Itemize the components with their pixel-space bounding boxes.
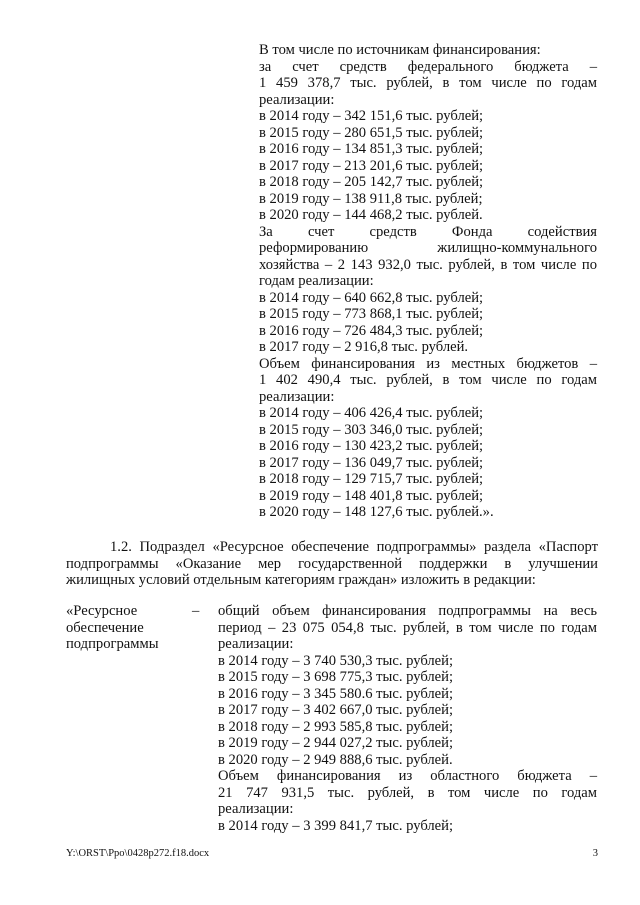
- top-line: годам реализации:: [259, 273, 374, 289]
- top-line: в 2017 году – 213 201,6 тыс. рублей;: [259, 157, 484, 174]
- top-line: в 2014 году – 342 151,6 тыс. рублей;: [259, 108, 484, 124]
- top-line: в 2014 году – 406 426,4 тыс. рублей;: [259, 405, 484, 421]
- footer-file-path: Y:\ORST\Ppo\0428p272.f18.docx: [66, 848, 210, 859]
- section-line: 1.2. Подраздел «Ресурсное обеспечение подпрограммы» раздела «Паспорт: [110, 539, 598, 555]
- section-1-2-paragraph: [66, 539, 598, 589]
- bottom-line: Объем финансирования из областного бюджета –: [218, 768, 597, 784]
- bottom-line: период – 23 075 054,8 тыс. рублей, в том числе по годам: [218, 619, 597, 636]
- bottom-line: в 2019 году – 2 944 027,2 тыс. рублей;: [218, 735, 454, 751]
- resource-value-column: [218, 603, 597, 834]
- top-line: в 2015 году – 303 346,0 тыс. рублей;: [259, 421, 484, 438]
- bottom-line: в 2016 году – 3 345 580.6 тыс. рублей;: [218, 685, 454, 702]
- label-line-3: подпрограммы: [66, 636, 159, 652]
- bottom-line: реализации:: [218, 636, 294, 652]
- top-line: в 2017 году – 136 049,7 тыс. рублей;: [259, 454, 484, 471]
- bottom-line: в 2014 году – 3 399 841,7 тыс. рублей;: [218, 817, 454, 834]
- bottom-line: в 2017 году – 3 402 667,0 тыс. рублей;: [218, 702, 454, 718]
- top-line: в 2019 году – 138 911,8 тыс. рублей;: [259, 190, 483, 207]
- top-line: 1 459 378,7 тыс. рублей, в том числе по годам: [259, 75, 597, 91]
- top-line: в 2015 году – 773 868,1 тыс. рублей;: [259, 306, 484, 322]
- top-line: в 2020 году – 148 127,6 тыс. рублей.».: [259, 504, 494, 520]
- bottom-line: реализации:: [218, 801, 294, 817]
- top-line: за счет средств федерального бюджета –: [259, 58, 597, 75]
- top-line: 1 402 490,4 тыс. рублей, в том числе по годам: [259, 372, 597, 388]
- top-line: в 2020 году – 144 468,2 тыс. рублей.: [259, 207, 483, 223]
- top-line: в 2016 году – 726 484,3 тыс. рублей;: [259, 322, 484, 339]
- top-line: в 2016 году – 134 851,3 тыс. рублей;: [259, 141, 484, 157]
- top-line: хозяйства – 2 143 932,0 тыс. рублей, в том числе по: [259, 256, 597, 273]
- section-line: жилищных условий отдельным категориям граждан» изложить в редакции:: [66, 572, 536, 588]
- label-line-1: «Ресурсное: [66, 603, 138, 619]
- top-line: в 2015 году – 280 651,5 тыс. рублей;: [259, 124, 484, 141]
- top-line: в 2014 году – 640 662,8 тыс. рублей;: [259, 289, 484, 306]
- bottom-line: в 2015 году – 3 698 775,3 тыс. рублей;: [218, 669, 454, 685]
- top-line: в 2017 году – 2 916,8 тыс. рублей.: [259, 339, 469, 355]
- page-number: 3: [592, 848, 598, 859]
- label-line-2: обеспечение: [66, 619, 144, 636]
- bottom-line: общий объем финансирования подпрограммы на весь: [218, 603, 597, 619]
- top-line: в 2018 году – 129 715,7 тыс. рублей;: [259, 471, 484, 487]
- top-line: в 2018 году – 205 142,7 тыс. рублей;: [259, 174, 484, 190]
- funding-sources-block: [259, 42, 597, 521]
- top-line: в 2019 году – 148 401,8 тыс. рублей;: [259, 487, 484, 504]
- top-line: Объем финансирования из местных бюджетов –: [259, 355, 597, 372]
- top-line: За счет средств Фонда содействия: [259, 223, 597, 240]
- resource-label-column: [66, 603, 216, 653]
- top-line: в 2016 году – 130 423,2 тыс. рублей;: [259, 438, 484, 454]
- top-line: реализации:: [259, 91, 335, 108]
- bottom-line: в 2020 году – 2 949 888,6 тыс. рублей.: [218, 751, 453, 768]
- label-dash: –: [192, 603, 200, 619]
- top-line: реализации:: [259, 388, 335, 405]
- section-line: подпрограммы «Оказание мер государственной поддержки в улучшении: [66, 555, 598, 572]
- top-line: В том числе по источникам финансирования:: [259, 42, 541, 58]
- bottom-line: 21 747 931,5 тыс. рублей, в том числе по годам: [218, 784, 597, 801]
- top-line: реформированию жилищно-коммунального: [259, 240, 597, 256]
- bottom-line: в 2018 году – 2 993 585,8 тыс. рублей;: [218, 718, 454, 735]
- bottom-line: в 2014 году – 3 740 530,3 тыс. рублей;: [218, 652, 454, 669]
